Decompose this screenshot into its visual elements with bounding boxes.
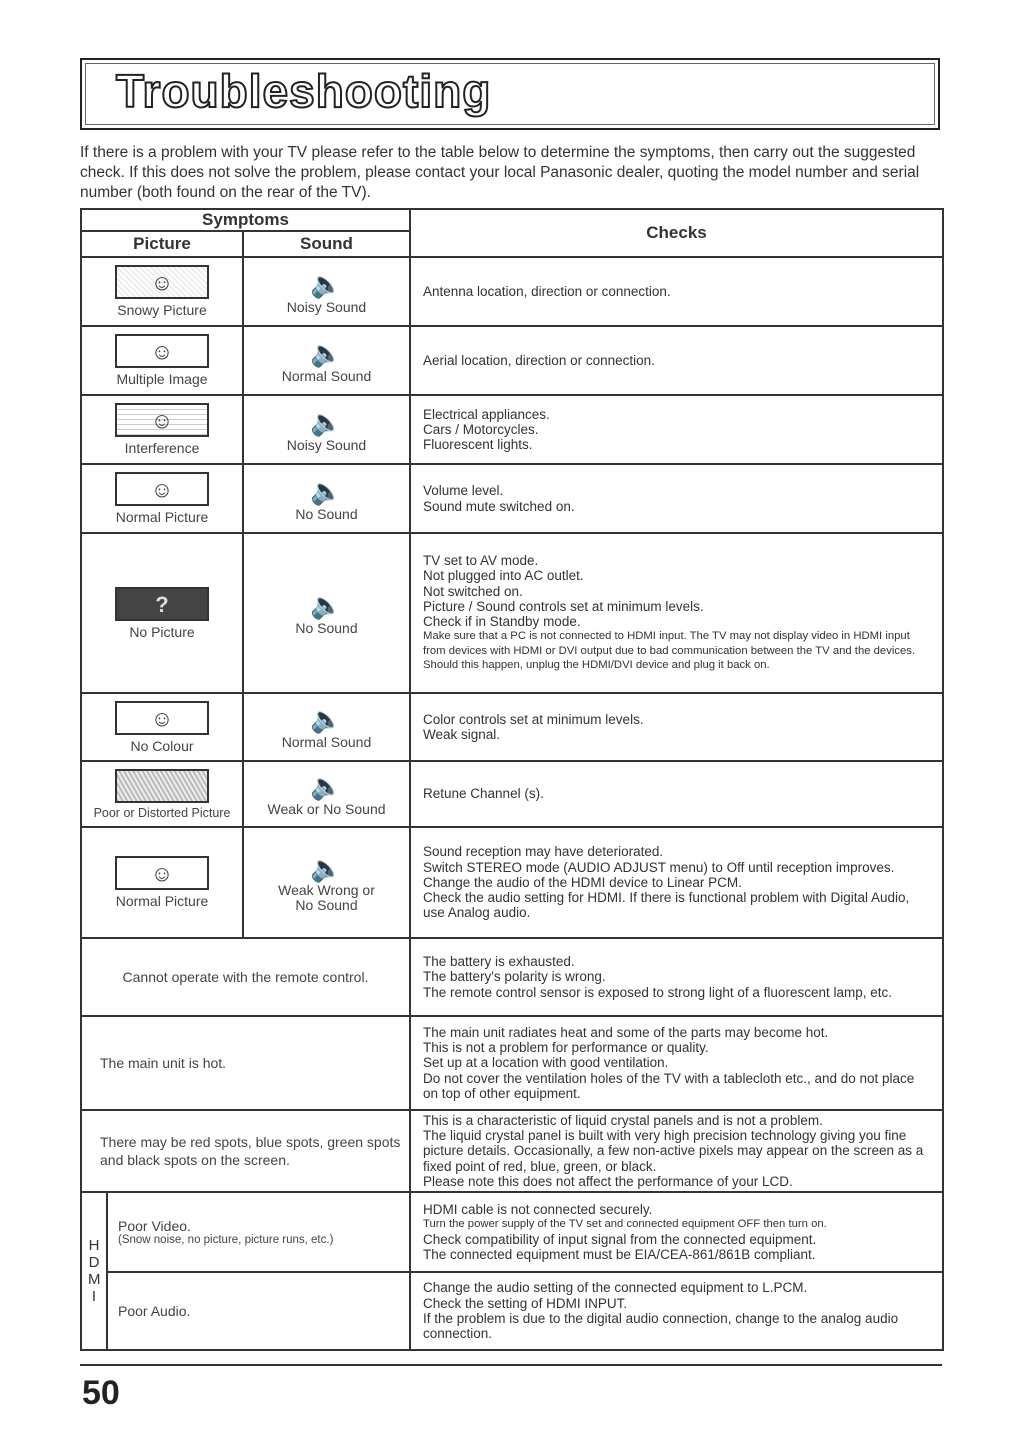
check-line: Check the audio setting for HDMI. If there is functional problem with Digital Audio, use Analog audio. bbox=[423, 890, 910, 921]
checks-cell bbox=[410, 1016, 943, 1110]
table-row bbox=[81, 693, 943, 761]
picture-cell bbox=[81, 257, 243, 326]
header-sound: Sound bbox=[243, 231, 410, 257]
tv-no-picture-icon: ? bbox=[115, 587, 209, 621]
checks-cell bbox=[410, 827, 943, 938]
check-line: Please note this does not affect the performance of your LCD. bbox=[423, 1173, 793, 1189]
check-line: The main unit radiates heat and some of the parts may become hot. bbox=[423, 1024, 829, 1040]
picture-cell bbox=[81, 761, 243, 827]
speaker-noisy-icon: 🔈 bbox=[310, 852, 343, 883]
speaker-noisy-icon: 🔈 bbox=[310, 268, 343, 299]
check-line: Weak signal. bbox=[423, 727, 501, 742]
check-line: Check the setting of HDMI INPUT. bbox=[423, 1295, 628, 1311]
check-line: Check compatibility of input signal from the connected equipment. bbox=[423, 1231, 817, 1247]
symptom-label: Poor Audio. bbox=[118, 1303, 191, 1319]
sound-label: Normal Sound bbox=[281, 367, 372, 384]
symptom-cell: Cannot operate with the remote control. bbox=[81, 938, 410, 1016]
table-row bbox=[81, 326, 943, 395]
footer-rule bbox=[80, 1364, 942, 1366]
sound-cell bbox=[243, 693, 410, 761]
check-line: Antenna location, direction or connection. bbox=[423, 283, 671, 299]
troubleshooting-table bbox=[80, 208, 944, 1351]
sound-cell bbox=[243, 533, 410, 693]
check-line: This is a characteristic of liquid crystal panels and is not a problem. bbox=[423, 1112, 823, 1128]
check-line: The remote control sensor is exposed to strong light of a fluorescent lamp, etc. bbox=[423, 984, 892, 1000]
hdmi-label-cell bbox=[81, 1192, 107, 1350]
symptom-sub-label: (Snow noise, no picture, picture runs, etc.) bbox=[118, 1234, 334, 1246]
check-line: Not plugged into AC outlet. bbox=[423, 568, 584, 584]
tv-normal-icon: ☺ bbox=[115, 856, 209, 890]
check-line: The liquid crystal panel is built with very high precision technology giving you fine picture details. Occasionally, a few non-active pixels may appear on the screen as a fixed point of red, blue, green, or black. bbox=[423, 1128, 924, 1174]
table-row bbox=[81, 1272, 943, 1350]
symptom-label: Poor Video. bbox=[118, 1218, 191, 1234]
checks-cell bbox=[410, 938, 943, 1016]
sound-cell bbox=[243, 464, 410, 533]
hdmi-vertical-label: HDMI bbox=[88, 1237, 101, 1305]
table-row bbox=[81, 257, 943, 326]
checks-cell bbox=[410, 395, 943, 464]
check-line: Fluorescent lights. bbox=[423, 437, 533, 453]
check-line: Color controls set at minimum levels. bbox=[423, 711, 644, 727]
check-line: Switch STEREO mode (AUDIO ADJUST menu) to Off until reception improves. bbox=[423, 859, 895, 875]
sound-cell bbox=[243, 761, 410, 827]
check-line: HDMI cable is not connected securely. bbox=[423, 1201, 653, 1217]
symptom-label: The main unit is hot. bbox=[100, 1055, 227, 1071]
sound-cell bbox=[243, 257, 410, 326]
picture-label: Interference bbox=[124, 440, 200, 456]
check-line: Set up at a location with good ventilation. bbox=[423, 1055, 669, 1071]
speaker-normal-icon: 🔈 bbox=[310, 337, 343, 368]
check-line: The connected equipment must be EIA/CEA-861/861B compliant. bbox=[423, 1246, 816, 1262]
speaker-noisy-icon: 🔈 bbox=[310, 406, 343, 437]
tv-multiple-image-icon: ☺ bbox=[115, 334, 209, 368]
symptom-cell bbox=[81, 1110, 410, 1192]
title-box bbox=[80, 58, 940, 130]
checks-cell bbox=[410, 464, 943, 533]
checks-cell bbox=[410, 326, 943, 395]
speaker-weak-icon: 🔈 bbox=[310, 771, 343, 801]
tv-normal-icon: ☺ bbox=[115, 472, 209, 506]
check-line: The battery is exhausted. bbox=[423, 954, 575, 970]
table-row bbox=[81, 761, 943, 827]
sound-label: Noisy Sound bbox=[286, 298, 367, 315]
table-row bbox=[81, 1192, 943, 1272]
sound-label: Weak or No Sound bbox=[267, 801, 386, 817]
hdmi-pc-note: Make sure that a PC is not connected to HDMI input. The TV may not display video in HDMI input from devices with HDMI or DVI output due to bad communication between the TV and the devices. Should this happen, unplug the HDMI/DVI device and plug it back on. bbox=[423, 630, 916, 672]
checks-cell bbox=[410, 533, 943, 693]
picture-cell bbox=[81, 693, 243, 761]
check-line: TV set to AV mode. bbox=[423, 553, 539, 568]
picture-label: Poor or Distorted Picture bbox=[93, 805, 231, 820]
tv-distorted-icon bbox=[115, 769, 209, 803]
check-line: Change the audio of the HDMI device to Linear PCM. bbox=[423, 874, 742, 890]
picture-label: No Picture bbox=[129, 623, 195, 640]
sound-cell bbox=[243, 326, 410, 395]
picture-label: Snowy Picture bbox=[117, 302, 207, 318]
checks-cell bbox=[410, 1192, 943, 1272]
table-row bbox=[81, 1110, 943, 1192]
check-line: Sound mute switched on. bbox=[423, 498, 575, 514]
symptom-cell bbox=[107, 1272, 410, 1350]
symptom-label: There may be red spots, blue spots, green spots and black spots on the screen. bbox=[100, 1134, 401, 1168]
tv-no-colour-icon: ☺ bbox=[115, 701, 209, 735]
sound-label: Weak Wrong or No Sound bbox=[278, 881, 375, 913]
sound-cell bbox=[243, 395, 410, 464]
check-line: Not switched on. bbox=[423, 583, 523, 599]
speaker-mute-icon: 🔈 bbox=[310, 475, 343, 506]
speaker-normal-icon: 🔈 bbox=[310, 704, 343, 734]
page-number: 50 bbox=[82, 1374, 120, 1412]
checks-cell bbox=[410, 1272, 943, 1350]
table-row bbox=[81, 533, 943, 693]
table-row bbox=[81, 1016, 943, 1110]
symptom-cell bbox=[107, 1192, 410, 1272]
table-row bbox=[81, 464, 943, 533]
checks-cell bbox=[410, 693, 943, 761]
header-symptoms: Symptoms bbox=[81, 209, 410, 231]
sound-label: Noisy Sound bbox=[286, 436, 367, 453]
check-line: Sound reception may have deteriorated. bbox=[423, 844, 664, 860]
check-line: Change the audio setting of the connected equipment to L.PCM. bbox=[423, 1280, 808, 1296]
header-checks: Checks bbox=[410, 209, 943, 257]
picture-label: Multiple Image bbox=[116, 371, 208, 387]
checks-cell bbox=[410, 761, 943, 827]
picture-label: Normal Picture bbox=[115, 509, 209, 525]
sound-label: No Sound bbox=[295, 505, 358, 522]
check-line: Picture / Sound controls set at minimum levels. bbox=[423, 598, 704, 614]
picture-label: Normal Picture bbox=[115, 893, 209, 909]
sound-label: No Sound bbox=[295, 620, 358, 636]
check-line: This is not a problem for performance or quality. bbox=[423, 1040, 709, 1056]
symptom-cell bbox=[81, 1016, 410, 1110]
page-title: Troubleshooting bbox=[116, 65, 492, 117]
picture-cell bbox=[81, 464, 243, 533]
tv-snowy-icon: ☺ bbox=[115, 265, 209, 299]
table-row bbox=[81, 827, 943, 938]
check-line: Turn the power supply of the TV set and connected equipment OFF then turn on. bbox=[423, 1218, 827, 1231]
check-line: Electrical appliances. bbox=[423, 406, 550, 422]
speaker-mute-icon: 🔈 bbox=[310, 590, 343, 620]
tv-interference-icon: ☺ bbox=[115, 403, 209, 437]
picture-cell bbox=[81, 326, 243, 395]
check-line: Cars / Motorcycles. bbox=[423, 421, 539, 437]
intro-paragraph: If there is a problem with your TV please refer to the table below to determine the symptoms, then carry out the suggested check. If this does not solve the problem, please contact your local Panasonic dealer, quoting the model number and serial number (both found on the rear of the TV). bbox=[80, 144, 920, 201]
check-line: Volume level. bbox=[423, 483, 504, 499]
table-row bbox=[81, 938, 943, 1016]
picture-cell bbox=[81, 827, 243, 938]
picture-cell bbox=[81, 533, 243, 693]
check-line: If the problem is due to the digital audio connection, change to the analog audio connection. bbox=[423, 1311, 899, 1342]
picture-cell bbox=[81, 395, 243, 464]
sound-label: Normal Sound bbox=[281, 734, 372, 750]
check-line: Retune Channel (s). bbox=[423, 786, 544, 802]
check-line: Aerial location, direction or connection. bbox=[423, 352, 655, 368]
check-line: The battery's polarity is wrong. bbox=[423, 969, 606, 985]
checks-cell bbox=[410, 257, 943, 326]
check-line: Check if in Standby mode. bbox=[423, 614, 581, 630]
checks-cell bbox=[410, 1110, 943, 1192]
picture-label: No Colour bbox=[130, 737, 194, 754]
table-row bbox=[81, 395, 943, 464]
sound-cell bbox=[243, 827, 410, 938]
check-line: Do not cover the ventilation holes of the TV with a tablecloth etc., and do not place on top of other equipment. bbox=[423, 1070, 915, 1101]
header-picture: Picture bbox=[81, 231, 243, 257]
